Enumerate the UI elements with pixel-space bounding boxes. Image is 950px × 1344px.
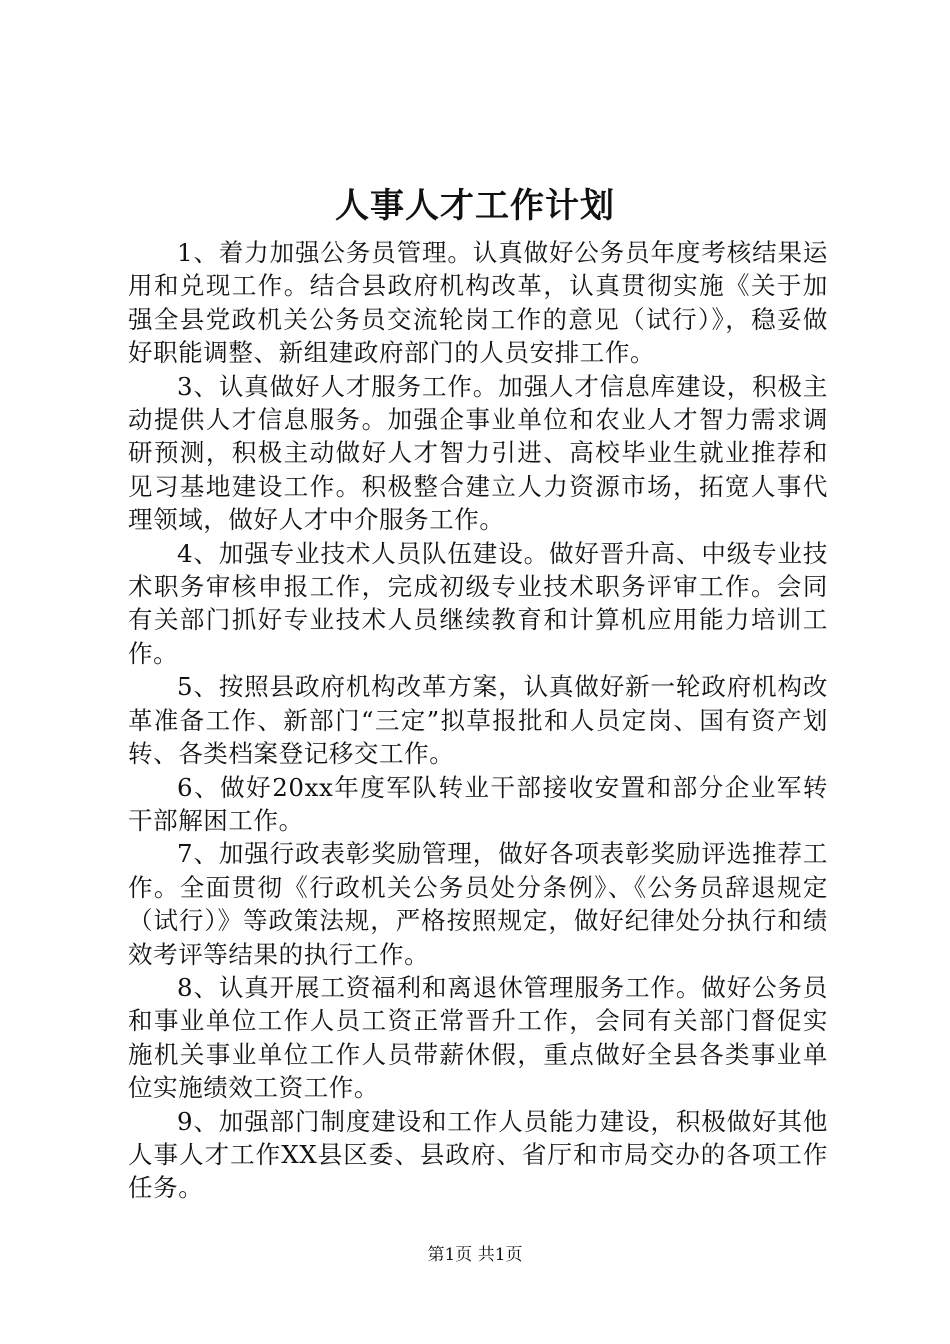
paragraph-9: 9、加强部门制度建设和工作人员能力建设，积极做好其他人事人才工作XX县区委、县政府、省厅和市局交办的各项工作任务。 [128,1106,828,1203]
document-title: 人事人才工作计划 [335,186,615,226]
paragraph-4: 4、加强专业技术人员队伍建设。做好晋升高、中级专业技术职务审核申报工作，完成初级专业技术职务评审工作。会同有关部门抓好专业技术人员继续教育和计算机应用能力培训工作。 [128,538,828,668]
paragraph-3: 3、认真做好人才服务工作。加强人才信息库建设，积极主动提供人才信息服务。加强企事业单位和农业人才智力需求调研预测，积极主动做好人才智力引进、高校毕业生就业推荐和见习基地建设工作。积极整合建立人力资源市场，拓宽人事代理领域，做好人才中介服务工作。 [128,371,828,535]
paragraph-1: 1、着力加强公务员管理。认真做好公务员年度考核结果运用和兑现工作。结合县政府机构改革，认真贯彻实施《关于加强全县党政机关公务员交流轮岗工作的意见（试行）》，稳妥做好职能调整、新组建政府部门的人员安排工作。 [128,238,828,368]
page-footer: 第1页 共1页 [427,1245,523,1265]
paragraph-8: 8、认真开展工资福利和离退休管理服务工作。做好公务员和事业单位工作人员工资正常晋升工作，会同有关部门督促实施机关事业单位工作人员带薪休假，重点做好全县各类事业单位实施绩效工资工作。 [128,972,828,1103]
paragraph-6: 6、做好20xx年度军队转业干部接收安置和部分企业军转干部解困工作。 [128,772,828,835]
paragraph-7: 7、加强行政表彰奖励管理，做好各项表彰奖励评选推荐工作。全面贯彻《行政机关公务员处分条例》、《公务员辞退规定（试行）》等政策法规，严格按照规定，做好纪律处分执行和绩效考评等结果的执行工作。 [128,839,828,969]
document-body [128,236,828,1205]
paragraph-5: 5、按照县政府机构改革方案，认真做好新一轮政府机构改革准备工作、新部门“三定”拟草报批和人员定岗、国有资产划转、各类档案登记移交工作。 [128,672,828,769]
